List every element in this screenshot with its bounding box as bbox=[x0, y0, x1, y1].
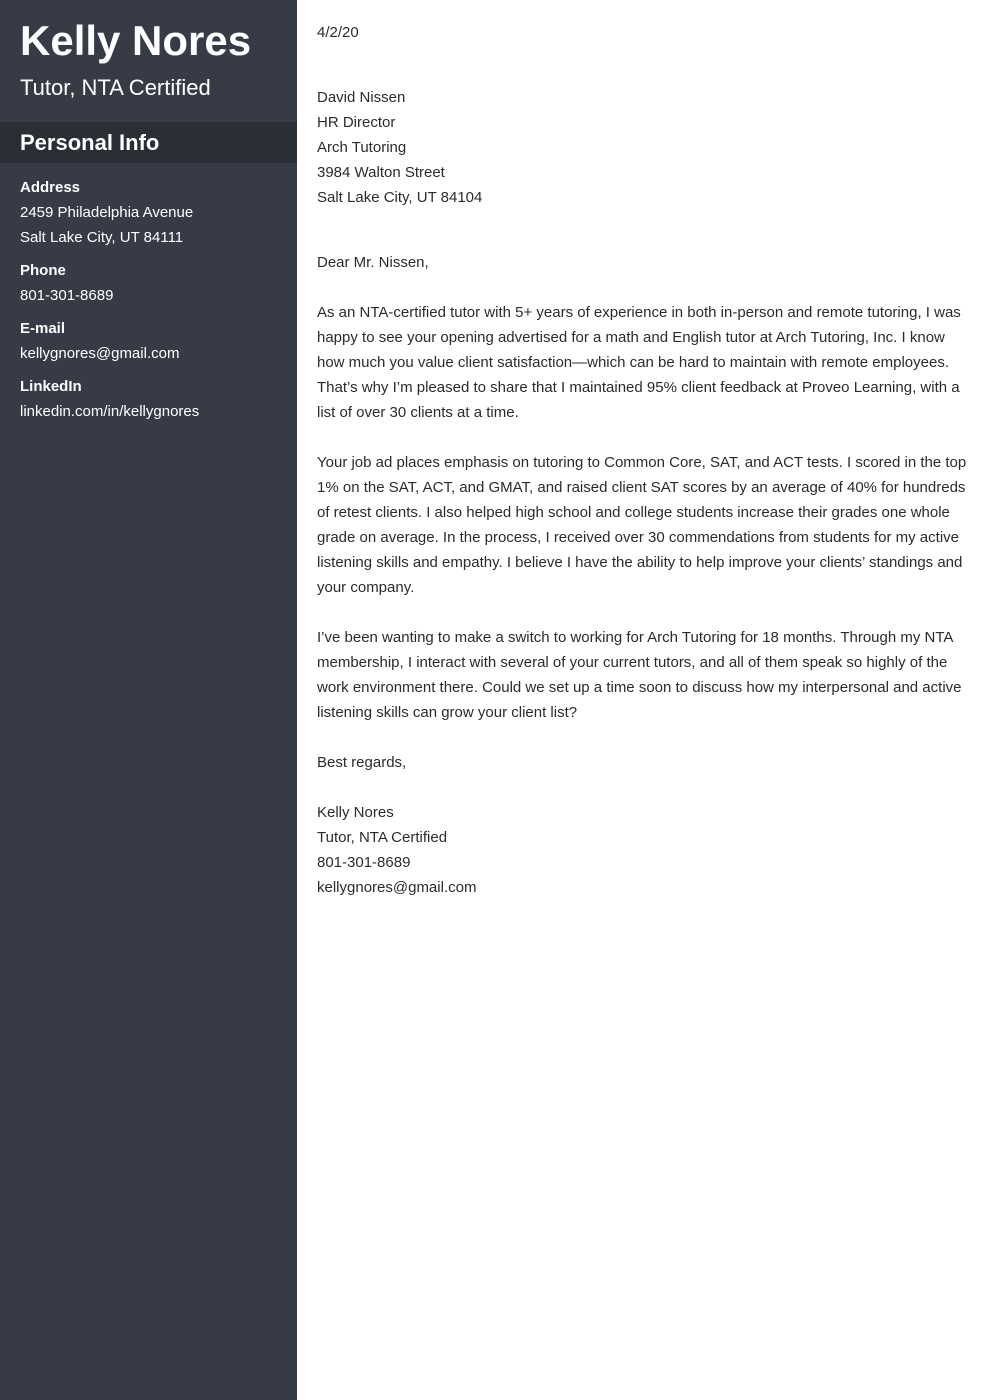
linkedin-block bbox=[20, 374, 277, 424]
linkedin-value: linkedin.com/in/kellygnores bbox=[20, 403, 200, 420]
letter-date: 4/2/20 bbox=[317, 24, 359, 41]
closing: Best regards, bbox=[317, 754, 407, 771]
phone-label: Phone bbox=[20, 262, 66, 279]
paragraph-2: Your job ad places emphasis on tutoring to Common Core, SAT, and ACT tests. I scored in the top 1% on the SAT, ACT, and GMAT, and raised client SAT scores by an average of 40% for hundreds of retest clients. I also helped high school and college students increase their grades one whole grade on average. In the process, I received over 30 commendations from students for my active listening skills and empathy. I believe I have the ability to help improve your clients’ standings and your company. bbox=[317, 454, 967, 596]
address-block bbox=[20, 175, 277, 250]
sidebar bbox=[0, 0, 297, 1400]
recipient-name: David Nissen bbox=[317, 89, 406, 106]
personal-info bbox=[0, 163, 297, 424]
paragraph-1: As an NTA-certified tutor with 5+ years of experience in both in-person and remote tutoring, I was happy to see your opening advertised for a math and English tutor at Arch Tutoring, Inc. I know how much you value client satisfaction—which can be hard to maintain with remote employees. That’s why I’m pleased to share that I maintained 95% client feedback at Proveo Learning, with a list of over 30 clients at a time. bbox=[317, 304, 961, 421]
letter-body bbox=[297, 0, 990, 1400]
linkedin-label: LinkedIn bbox=[20, 378, 82, 395]
signature-email: kellygnores@gmail.com bbox=[317, 879, 477, 896]
recipient-block bbox=[317, 85, 968, 210]
email-value: kellygnores@gmail.com bbox=[20, 345, 180, 362]
phone-block bbox=[20, 258, 277, 308]
recipient-position: HR Director bbox=[317, 114, 396, 131]
applicant-name: Kelly Nores bbox=[20, 17, 252, 64]
address-label: Address bbox=[20, 179, 81, 196]
salutation: Dear Mr. Nissen, bbox=[317, 254, 429, 271]
signature-block bbox=[317, 800, 968, 900]
paragraph-3: I’ve been wanting to make a switch to working for Arch Tutoring for 18 months. Through my NTA membership, I interact with several of your current tutors, and all of them speak so highly of the work environment there. Could we set up a time soon to discuss how my interpersonal and active listening skills can grow your client list? bbox=[317, 629, 962, 721]
signature-phone: 801-301-8689 bbox=[317, 854, 411, 871]
signature-title: Tutor, NTA Certified bbox=[317, 829, 448, 846]
phone-value: 801-301-8689 bbox=[20, 287, 114, 304]
email-block bbox=[20, 316, 277, 366]
address-line-2: Salt Lake City, UT 84111 bbox=[20, 229, 184, 246]
applicant-title: Tutor, NTA Certified bbox=[20, 75, 211, 100]
recipient-street: 3984 Walton Street bbox=[317, 164, 445, 181]
recipient-company: Arch Tutoring bbox=[317, 139, 407, 156]
email-label: E-mail bbox=[20, 320, 66, 337]
recipient-city: Salt Lake City, UT 84104 bbox=[317, 189, 483, 206]
address-line-1: 2459 Philadelphia Avenue bbox=[20, 204, 194, 221]
signature-name: Kelly Nores bbox=[317, 804, 394, 821]
personal-info-heading: Personal Info bbox=[0, 122, 297, 163]
